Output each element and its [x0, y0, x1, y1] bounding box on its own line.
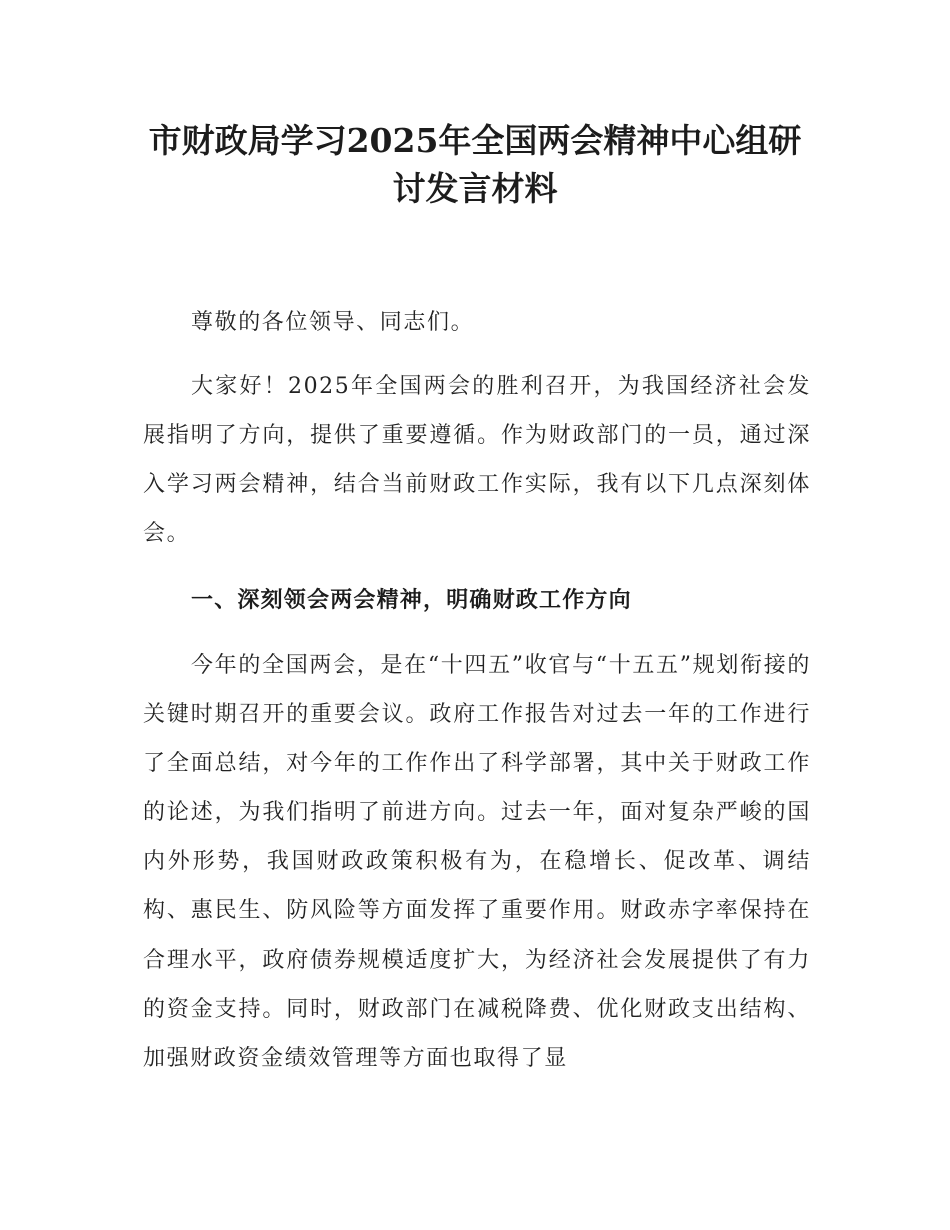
document-title-line-2: 讨发言材料 [392, 169, 558, 208]
intro-paragraph: 大家好！2025年全国两会的胜利召开，为我国经济社会发展指明了方向，提供了重要遵循。作为财政部门的一员，通过深入学习两会精神，结合当前财政工作实际，我有以下几点深刻体会。 [143, 374, 811, 547]
section-1-heading: 一、深刻领会两会精神，明确财政工作方向 [191, 588, 632, 613]
greeting-paragraph: 尊敬的各位领导、同志们。 [191, 310, 475, 335]
section-1-paragraph: 今年的全国两会，是在“十四五”收官与“十五五”规划衔接的关键时期召开的重要会议。政府工作报告对过去一年的工作进行了全面总结，对今年的工作作出了科学部署，其中关于财政工作的论述，为我们指明了前进方向。过去一年，面对复杂严峻的国内外形势，我国财政政策积极有为，在稳增长、促改革、调结构、惠民生、防风险等方面发挥了重要作用。财政赤字率保持在合理水平，政府债券规模适度扩大，为经济社会发展提供了有力的资金支持。同时，财政部门在减税降费、优化财政支出结构、加强财政资金绩效管理等方面也取得了显 [143, 653, 811, 1071]
document-title-line-1: 市财政局学习2025年全国两会精神中心组研 [148, 121, 802, 160]
